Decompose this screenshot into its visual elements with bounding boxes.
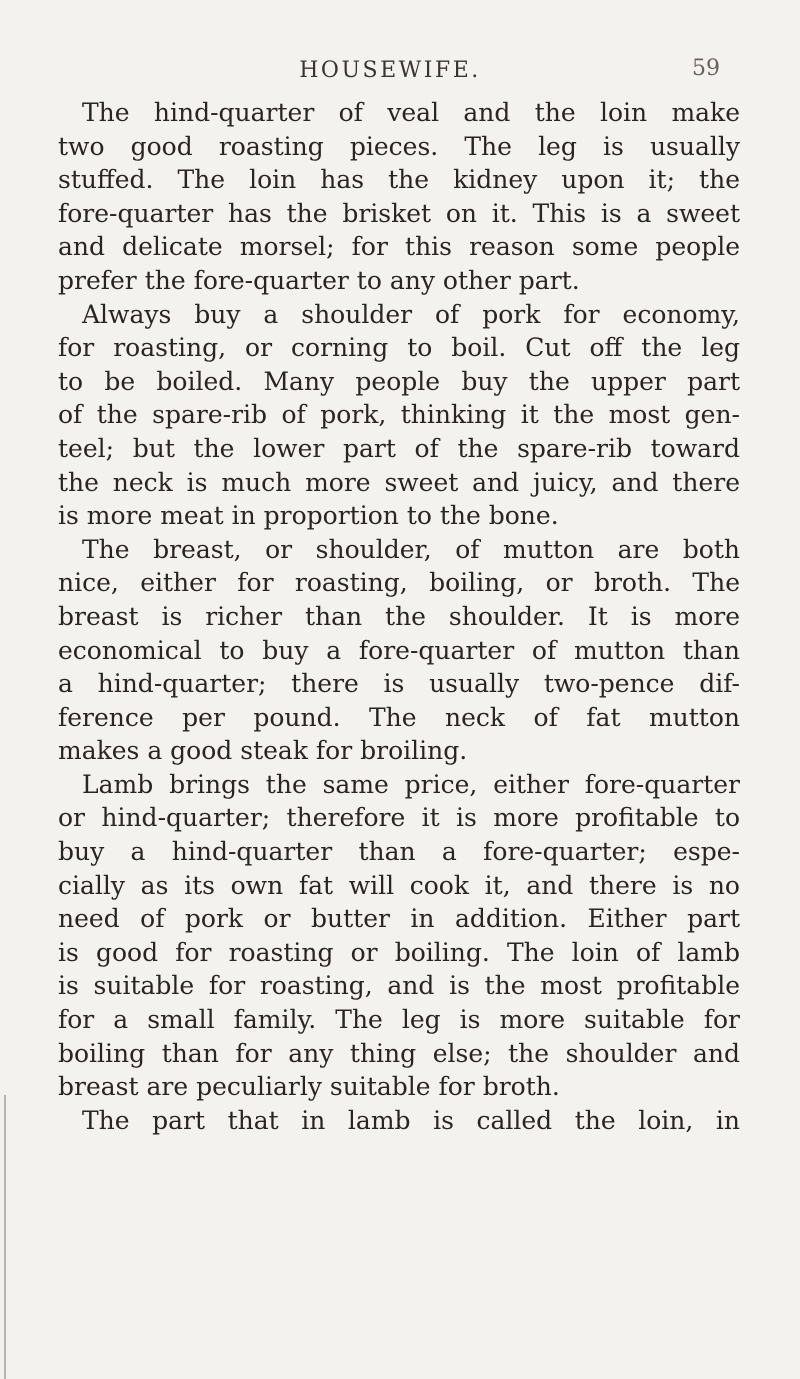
text-line: for a small family. The leg is more suitable for xyxy=(58,1005,740,1035)
text-line: of the spare-rib of pork, thinking it the most gen- xyxy=(58,400,740,430)
text-line: Always buy a shoulder of pork for economy, xyxy=(82,299,740,329)
text-line: Lamb brings the same price, either fore-quarter xyxy=(82,769,740,799)
text-line: for roasting, or corning to boil. Cut off the leg xyxy=(58,333,740,363)
text-line: the neck is much more sweet and juicy, and there xyxy=(58,467,740,497)
text-line: The breast, or shoulder, of mutton are both xyxy=(82,534,740,564)
text-line: prefer the fore-quarter to any other part. xyxy=(58,265,580,295)
text-line: cially as its own fat will cook it, and there is no xyxy=(58,870,740,900)
page-edge-shadow xyxy=(4,1095,6,1379)
text-line: teel; but the lower part of the spare-rib toward xyxy=(58,433,740,463)
text-line: breast is richer than the shoulder. It is more xyxy=(58,601,740,631)
text-line: or hind-quarter; therefore it is more profitable to xyxy=(58,803,740,833)
text-line: economical to buy a fore-quarter of mutton than xyxy=(58,635,740,665)
text-line: fore-quarter has the brisket on it. This is a sweet xyxy=(58,198,740,228)
text-line: a hind-quarter; there is usually two-pence dif- xyxy=(58,669,740,699)
text-line: The part that in lamb is called the loin, in xyxy=(82,1105,740,1135)
text-line: nice, either for roasting, boiling, or broth. The xyxy=(58,568,740,598)
text-line: The hind-quarter of veal and the loin make xyxy=(82,98,740,127)
running-head-title: HOUSEWIFE. xyxy=(299,58,481,83)
text-line: ference per pound. The neck of fat mutton xyxy=(58,702,740,732)
running-head xyxy=(240,58,720,88)
page-number: 59 xyxy=(692,56,720,81)
text-line: is suitable for roasting, and is the most profitable xyxy=(58,971,740,1001)
body-text xyxy=(58,96,740,1137)
text-line: is more meat in proportion to the bone. xyxy=(58,501,559,531)
text-line: and delicate morsel; for this reason some people xyxy=(58,232,740,262)
text-line: buy a hind-quarter than a fore-quarter; espe- xyxy=(58,837,740,867)
text-line: to be boiled. Many people buy the upper part xyxy=(58,366,740,396)
text-line: is good for roasting or boiling. The loin of lamb xyxy=(58,937,740,967)
text-line: stuffed. The loin has the kidney upon it; the xyxy=(58,165,740,195)
text-line: makes a good steak for broiling. xyxy=(58,736,468,766)
text-line: boiling than for any thing else; the shoulder and xyxy=(58,1038,740,1068)
text-line: breast are peculiarly suitable for broth. xyxy=(58,1072,560,1102)
text-line: two good roasting pieces. The leg is usually xyxy=(58,131,740,161)
text-line: need of pork or butter in addition. Either part xyxy=(58,904,740,934)
